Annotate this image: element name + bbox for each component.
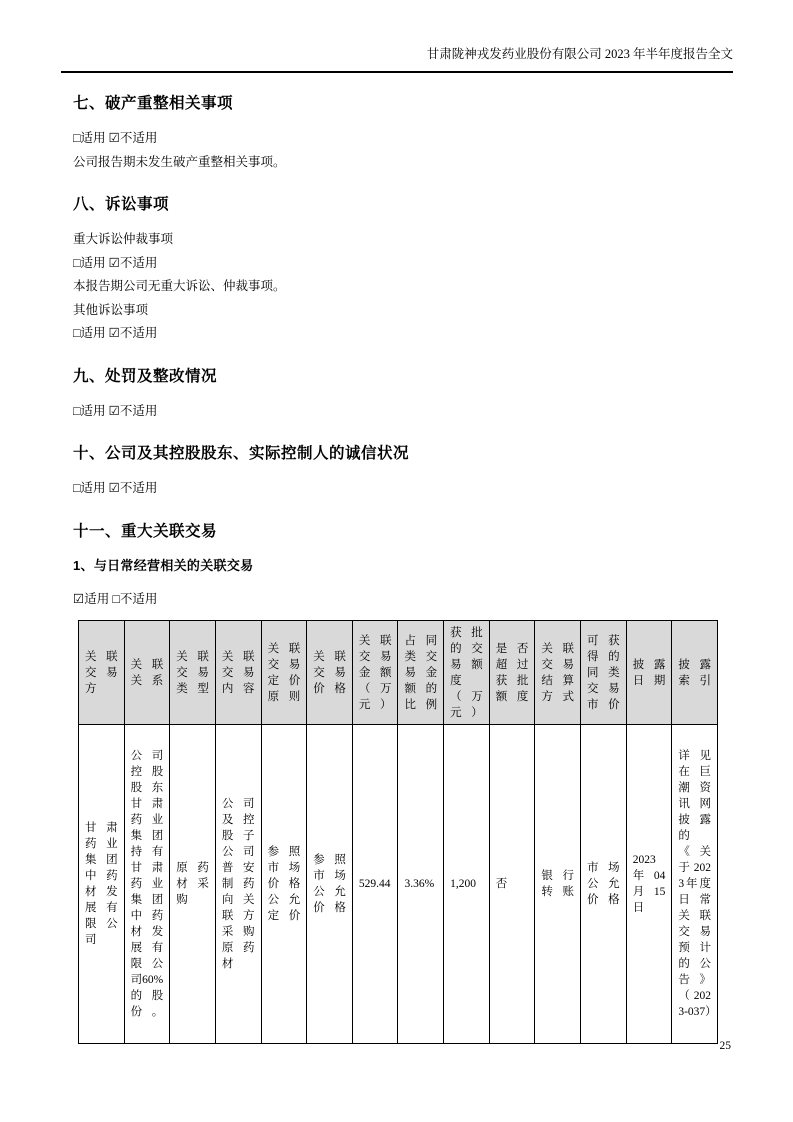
col-header-pricing-principle: 关联交易定价原则 xyxy=(261,621,307,725)
col-header-disclosure-index: 披露索引 xyxy=(672,621,718,725)
col-header-exceeds-quota: 是否超过获批额度 xyxy=(489,621,535,725)
section-11-body xyxy=(73,588,733,612)
section-7-body xyxy=(73,127,733,174)
section-10-body xyxy=(73,477,733,501)
col-header-market-price: 可获得的同类交易市价 xyxy=(581,621,627,725)
cell-transaction-content: 公司及控股子公司普安制药向关联方采购原药材 xyxy=(215,725,261,1044)
section-11-title: 十一、重大关联交易 xyxy=(73,522,218,540)
col-header-settlement-method: 关联交易结算方式 xyxy=(535,621,581,725)
major-litigation-label: 重大诉讼仲裁事项 xyxy=(73,232,174,246)
cell-related-party: 甘肃药业集团中药材发展有限公司 xyxy=(79,725,125,1044)
section-8-title: 八、诉讼事项 xyxy=(73,196,170,213)
section-8-body xyxy=(73,228,733,346)
section-9-applicability-checkboxes: □适用 ☑不适用 xyxy=(73,403,158,418)
section-11-applicability-checkboxes: ☑适用 □不适用 xyxy=(73,591,158,606)
major-litigation-statement: 本报告期公司无重大诉讼、仲裁事项。 xyxy=(73,279,286,293)
col-header-proportion: 占同类交易金额的比例 xyxy=(398,621,444,725)
table-body xyxy=(79,725,718,1044)
section-10-title: 十、公司及其控股股东、实际控制人的诚信状况 xyxy=(73,445,410,462)
section-11-subsection-title: 1、与日常经营相关的关联交易 xyxy=(73,557,254,573)
page-number: 25 xyxy=(719,1040,731,1052)
section-7-applicability-checkboxes: □适用 ☑不适用 xyxy=(73,131,158,145)
cell-transaction-price: 参照市场公允价格 xyxy=(307,725,353,1044)
col-header-disclosure-date: 披露日期 xyxy=(626,621,672,725)
other-litigation-label: 其他诉讼事项 xyxy=(73,302,149,317)
cell-approved-quota: 1,200 xyxy=(444,725,490,1044)
table-row xyxy=(79,725,718,1044)
cell-relationship: 公司控股股东甘肃药业集团持有甘肃药业集团中药材发展有限公司60%的股份。 xyxy=(124,725,170,1044)
cell-settlement-method: 银行转账 xyxy=(535,725,581,1044)
cell-exceeds-quota: 否 xyxy=(489,725,535,1044)
section-9-body xyxy=(73,400,733,424)
cell-pricing-principle: 参照市场价格公允定价 xyxy=(261,725,307,1044)
related-party-transactions-table xyxy=(78,620,718,1044)
cell-disclosure-index: 详见在巨潮资讯网披露的《关于2023年度日常关联交易预计的公告》（2023-037） xyxy=(672,725,718,1044)
section-7-title: 七、破产重整相关事项 xyxy=(73,95,234,112)
document-header: 甘肃陇神戎发药业股份有限公司 2023 年半年度报告全文 xyxy=(61,46,733,73)
col-header-approved-quota: 获批的交易额度（万元） xyxy=(444,621,490,725)
col-header-transaction-content: 关联交易内容 xyxy=(215,621,261,725)
cell-transaction-type: 原药材采购 xyxy=(170,725,216,1044)
cell-disclosure-date: 2023年04月15日 xyxy=(626,725,672,1044)
col-header-transaction-type: 关联交易类型 xyxy=(170,621,216,725)
col-header-transaction-amount: 关联交易金额（万元） xyxy=(352,621,398,725)
col-header-related-party: 关联交易方 xyxy=(79,621,125,725)
col-header-transaction-price: 关联交易价格 xyxy=(307,621,353,725)
cell-proportion: 3.36% xyxy=(398,725,444,1044)
other-litigation-checkboxes: □适用 ☑不适用 xyxy=(73,326,158,340)
col-header-relationship: 关联关系 xyxy=(124,621,170,725)
section-9-title: 九、处罚及整改情况 xyxy=(73,367,218,385)
section-7-statement: 公司报告期未发生破产重整相关事项。 xyxy=(73,154,286,169)
section-10-applicability-checkboxes: □适用 ☑不适用 xyxy=(73,481,158,495)
cell-transaction-amount: 529.44 xyxy=(352,725,398,1044)
table-header-row xyxy=(79,621,718,725)
cell-market-price: 市场公允价格 xyxy=(581,725,627,1044)
major-litigation-checkboxes: □适用 ☑不适用 xyxy=(73,255,158,270)
